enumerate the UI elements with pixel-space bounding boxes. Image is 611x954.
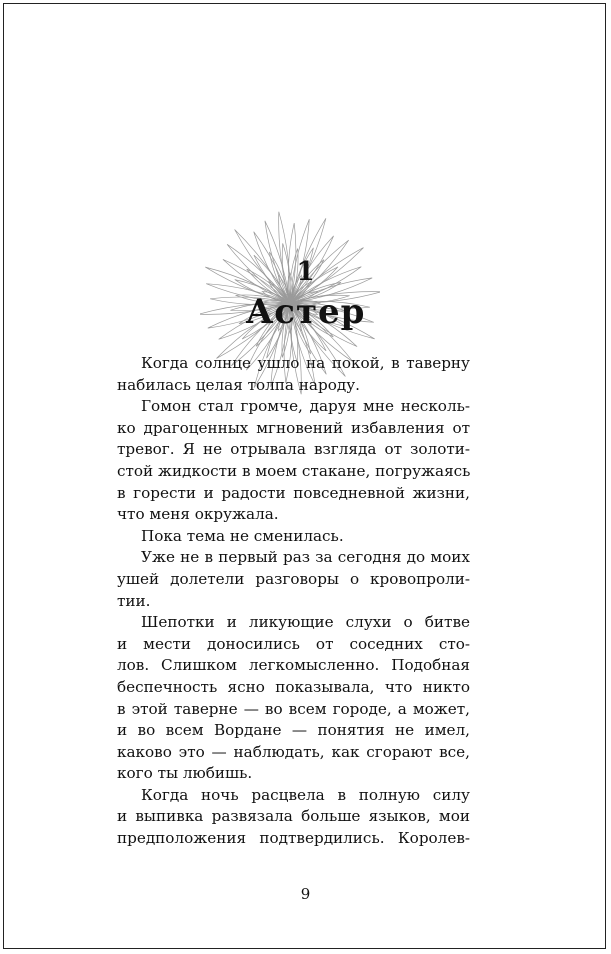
text-line: что меня окружала. (117, 505, 279, 524)
text-line: в горести и радости повседневной жизни, (117, 483, 470, 502)
text-line: каково это — наблюдать, как сгорают все, (117, 742, 470, 761)
text-line: тии. (117, 591, 151, 610)
text-line: и мести доносились от соседних сто- (117, 634, 470, 653)
text-line: стой жидкости в моем стакане, погружаясь (117, 461, 471, 480)
chapter-number: 1 (296, 257, 315, 287)
text-line: и выпивка развязала больше языков, мои (117, 807, 470, 826)
text-line: тревог. Я не отрывала взгляда от золоти- (117, 440, 470, 459)
text-line: в этой таверне — во всем городе, а может, (117, 699, 470, 718)
text-line: лов. Слишком легкомысленно. Подобная (117, 656, 470, 675)
text-line: ушей долетели разговоры о кровопроли- (117, 569, 470, 588)
text-line: Когда ночь расцвела в полную силу (141, 785, 470, 804)
text-line: Гомон стал громче, даруя мне несколь- (141, 397, 470, 416)
text-line: Когда солнце ушло на покой, в таверну (141, 354, 470, 372)
text-line: и во всем Вордане — понятия не имел, (117, 721, 470, 740)
chapter-title: Астер (245, 292, 366, 332)
text-line: предположения подтвердились. Королев- (117, 829, 470, 848)
text-line: Пока тема не сменилась. (141, 526, 344, 545)
text-line: набилась целая толпа народу. (117, 375, 360, 394)
text-line: Шепотки и ликующие слухи о битве (141, 613, 470, 632)
page-number: 9 (300, 885, 311, 903)
body-text (117, 353, 470, 850)
text-line: кого ты любишь. (117, 764, 253, 783)
text-line: ко драгоценных мгновений избавления от (117, 418, 470, 437)
text-line: Уже не в первый раз за сегодня до моих (141, 548, 470, 567)
text-line: беспечность ясно показывала, что никто (117, 677, 470, 696)
